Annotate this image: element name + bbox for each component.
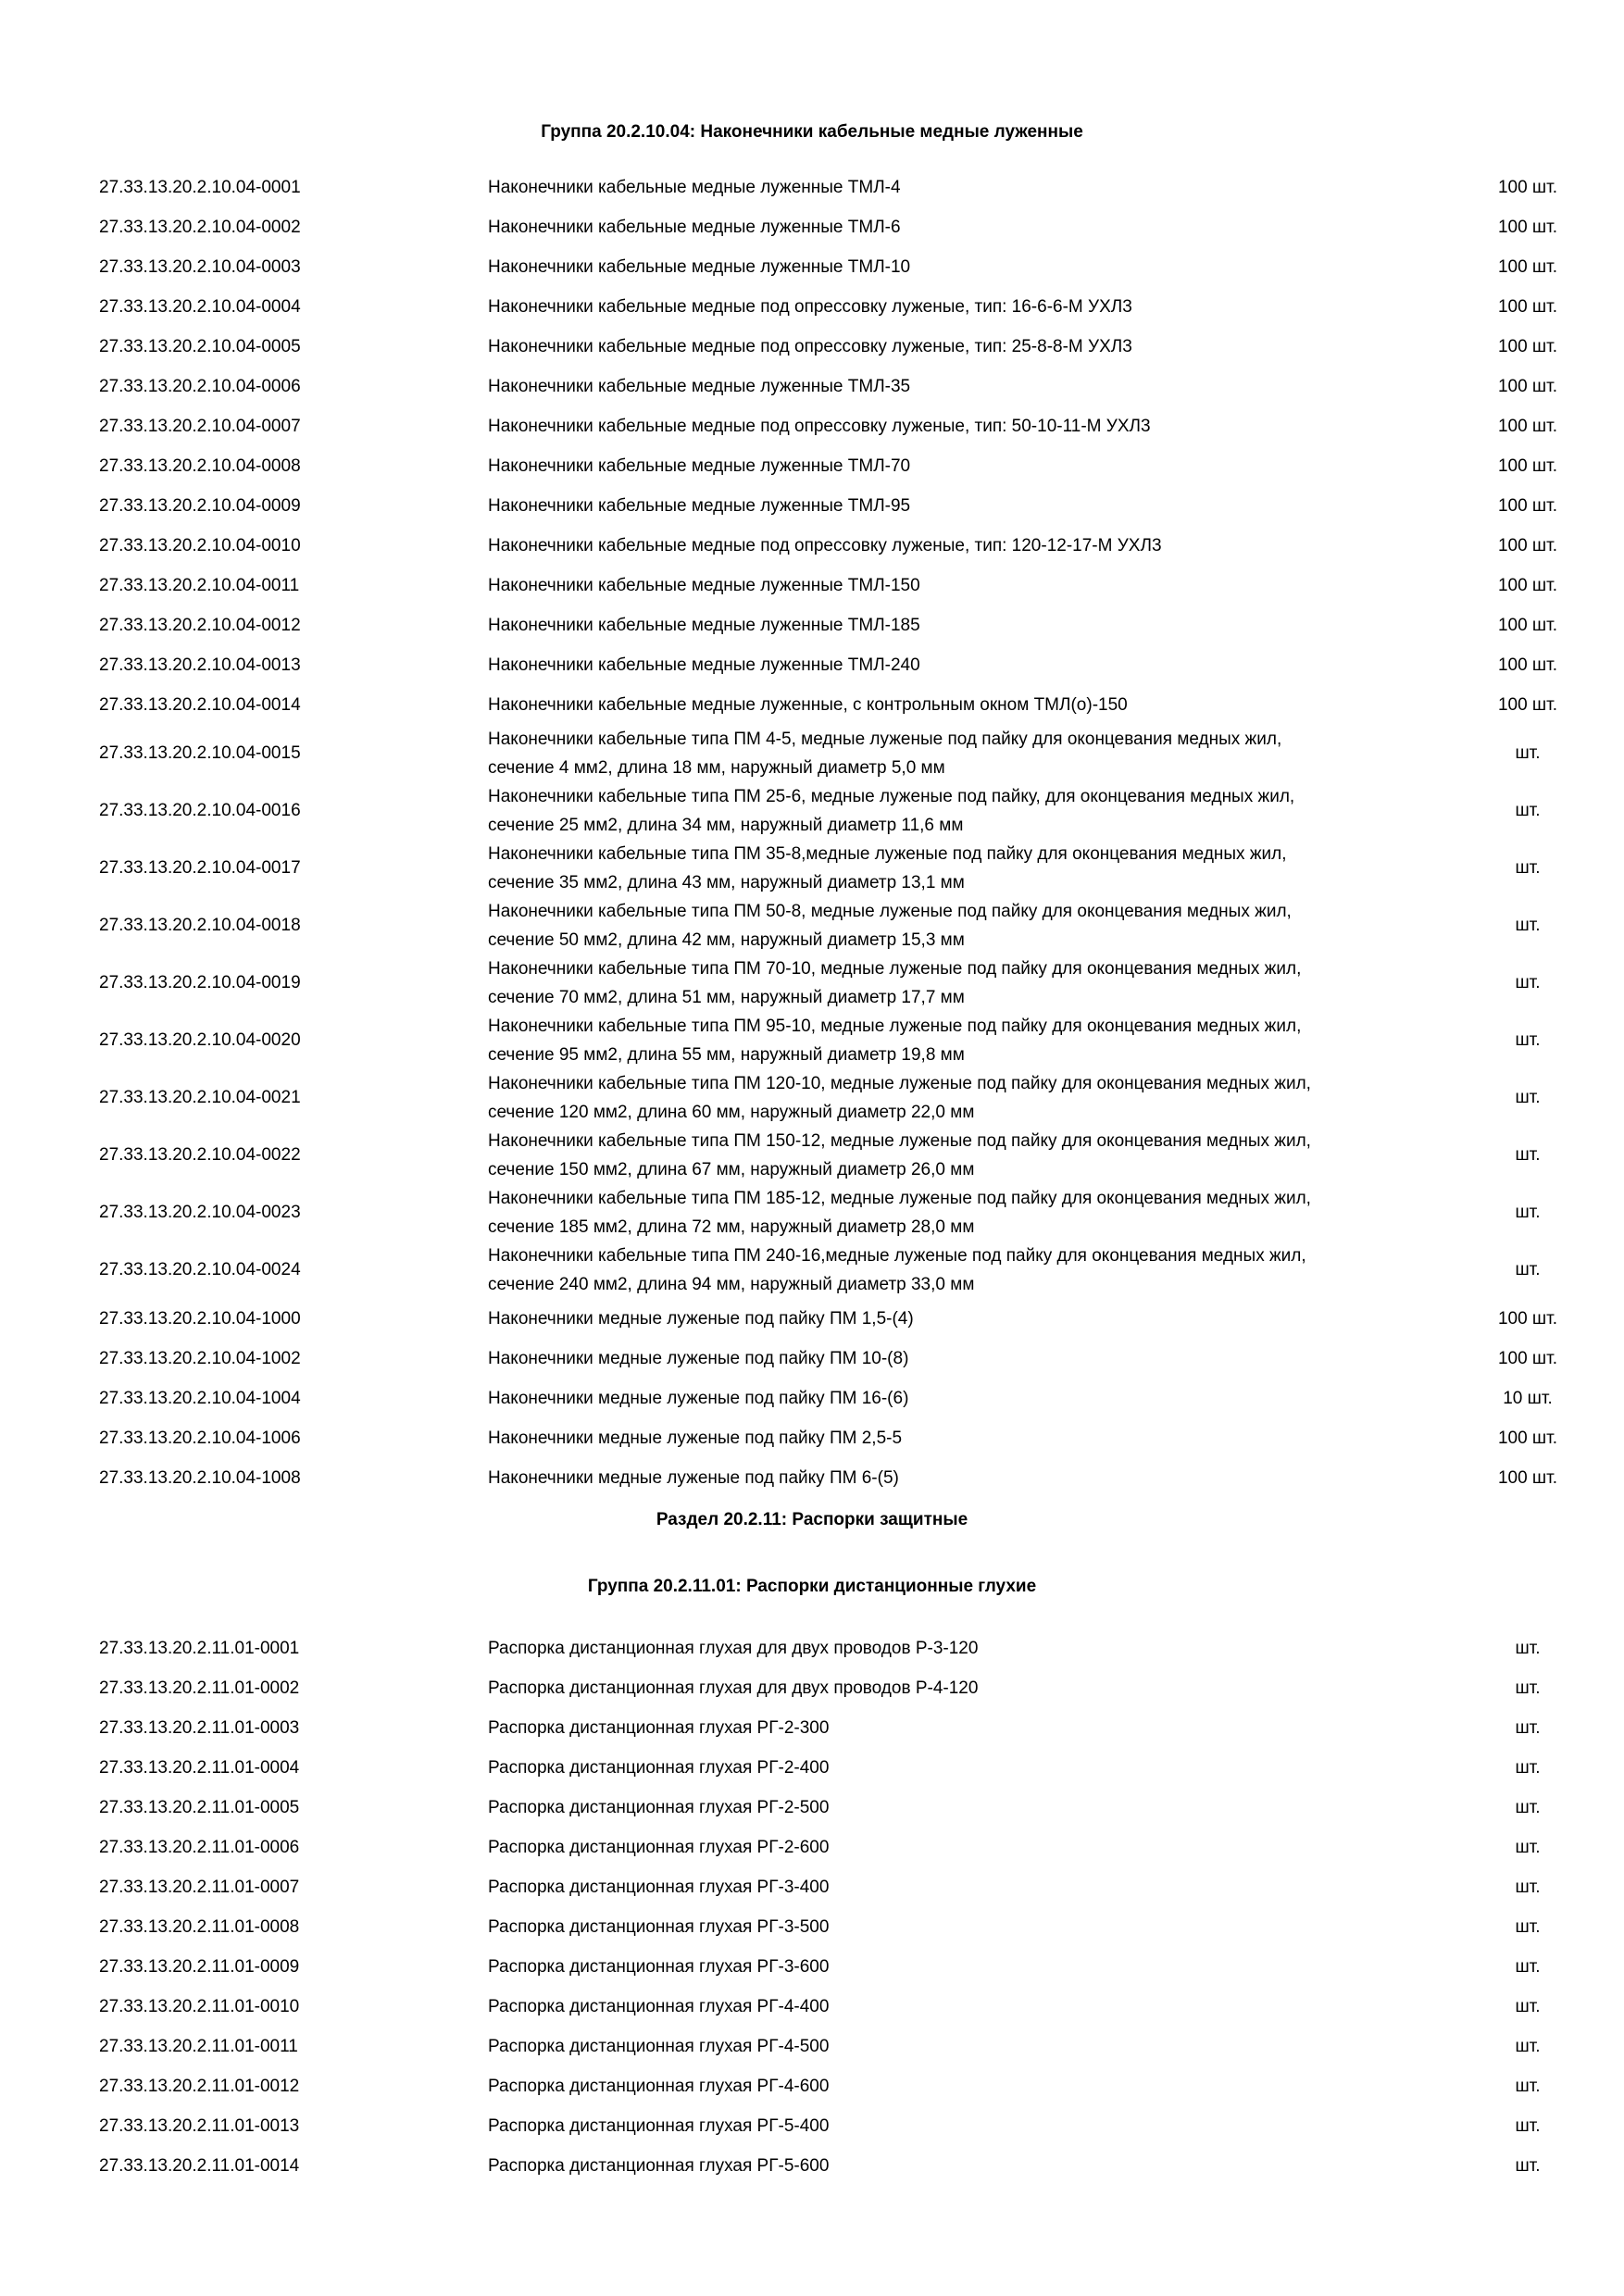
item-code: 27.33.13.20.2.10.04-0004 (99, 296, 301, 317)
item-code: 27.33.13.20.2.11.01-0002 (99, 1678, 300, 1698)
item-unit: 100 шт. (1497, 296, 1558, 317)
item-unit: 100 шт. (1497, 655, 1558, 675)
item-description (488, 1424, 1451, 1453)
item-description (488, 173, 1451, 202)
item-description (488, 1913, 1451, 1941)
item-description (488, 2112, 1451, 2140)
item-description-line: Наконечники кабельные типа ПМ 95-10, медные луженые под пайку для оконцевания медных жил, (488, 1017, 1302, 1036)
item-description (488, 1833, 1451, 1862)
table-row (0, 840, 1624, 897)
item-description (488, 293, 1451, 321)
item-description-line: Наконечники медные луженые под пайку ПМ 1,5-(4) (488, 1309, 914, 1329)
item-description-line: Распорка дистанционная глухая РГ-2-400 (488, 1758, 830, 1778)
item-description (488, 782, 1451, 840)
item-unit: 100 шт. (1497, 177, 1558, 197)
item-description-line: Наконечники кабельные медные луженные ТМЛ-4 (488, 178, 901, 197)
table-row (0, 2027, 1624, 2066)
table-row (0, 685, 1624, 725)
item-unit: шт. (1515, 1916, 1541, 1937)
table-row (0, 1184, 1624, 1242)
item-description (488, 1127, 1451, 1184)
item-code: 27.33.13.20.2.10.04-0011 (99, 575, 300, 595)
table-row (0, 2146, 1624, 2186)
item-description-line: Распорка дистанционная глухая для двух проводов Р-4-120 (488, 1678, 979, 1698)
item-unit: 100 шт. (1497, 455, 1558, 476)
item-code: 27.33.13.20.2.10.04-1008 (99, 1467, 301, 1488)
item-unit: 100 шт. (1497, 416, 1558, 436)
item-code: 27.33.13.20.2.10.04-0014 (99, 694, 301, 715)
table-row (0, 1012, 1624, 1069)
table-row (0, 486, 1624, 526)
item-unit: 100 шт. (1497, 1348, 1558, 1368)
item-code: 27.33.13.20.2.10.04-0024 (99, 1260, 301, 1279)
item-description-line: Наконечники кабельные типа ПМ 4-5, медные луженые под пайку для оконцевания медных жил, (488, 730, 1282, 749)
table-row (0, 605, 1624, 645)
item-unit: шт. (1515, 1678, 1541, 1698)
item-description-line: сечение 120 мм2, длина 60 мм, наружный диаметр 22,0 мм (488, 1103, 975, 1122)
item-description-line: Наконечники кабельные типа ПМ 150-12, медные луженые под пайку для оконцевания медных жил, (488, 1131, 1311, 1151)
item-unit: 100 шт. (1497, 1467, 1558, 1488)
table-row (0, 1069, 1624, 1127)
item-code: 27.33.13.20.2.10.04-0002 (99, 217, 301, 237)
item-code: 27.33.13.20.2.10.04-0009 (99, 495, 301, 516)
item-description-line: Наконечники кабельные медные под опрессовку луженые, тип: 120-12-17-М УХЛ3 (488, 536, 1162, 555)
item-description (488, 492, 1451, 520)
item-unit: шт. (1515, 1956, 1541, 1977)
table-row (0, 1339, 1624, 1379)
table-row (0, 2066, 1624, 2106)
item-description (488, 1714, 1451, 1742)
item-description (488, 1344, 1451, 1373)
item-description-line: Наконечники кабельные типа ПМ 70-10, медные луженые под пайку для оконцевания медных жил, (488, 959, 1302, 979)
table-row (0, 247, 1624, 287)
item-description-line: Наконечники кабельные медные луженные ТМЛ-150 (488, 576, 920, 595)
table-row (0, 1907, 1624, 1947)
table-row (0, 287, 1624, 327)
item-unit: 100 шт. (1497, 1308, 1558, 1329)
item-description (488, 531, 1451, 560)
item-unit: 100 шт. (1497, 256, 1558, 277)
item-description (488, 1012, 1451, 1069)
item-code: 27.33.13.20.2.10.04-0008 (99, 455, 301, 476)
item-description-line: Наконечники кабельные типа ПМ 50-8, медные луженые под пайку для оконцевания медных жил, (488, 902, 1292, 921)
item-code: 27.33.13.20.2.10.04-0007 (99, 416, 301, 436)
item-code: 27.33.13.20.2.10.04-0018 (99, 916, 301, 935)
item-code: 27.33.13.20.2.11.01-0014 (99, 2155, 300, 2176)
table-row (0, 1748, 1624, 1788)
item-description (488, 1184, 1451, 1242)
item-description (488, 372, 1451, 401)
item-description-line: Наконечники кабельные типа ПМ 240-16,медные луженые под пайку для оконцевания медных жил, (488, 1246, 1306, 1266)
item-code: 27.33.13.20.2.11.01-0010 (99, 1996, 300, 2016)
item-unit: шт. (1515, 973, 1541, 992)
item-description (488, 1753, 1451, 1782)
item-description (488, 1634, 1451, 1663)
item-unit: 100 шт. (1497, 535, 1558, 555)
table-row (0, 327, 1624, 367)
table-row (0, 1668, 1624, 1708)
item-description (488, 213, 1451, 242)
item-description-line: сечение 70 мм2, длина 51 мм, наружный диаметр 17,7 мм (488, 988, 965, 1007)
item-description-line: Наконечники кабельные медные луженные ТМЛ-35 (488, 377, 911, 396)
table-row (0, 1299, 1624, 1339)
item-description-line: сечение 150 мм2, длина 67 мм, наружный диаметр 26,0 мм (488, 1160, 975, 1179)
item-unit: шт. (1515, 1260, 1541, 1279)
item-unit: 10 шт. (1503, 1388, 1553, 1408)
item-description (488, 840, 1451, 897)
item-unit: шт. (1515, 858, 1541, 878)
table-row (0, 207, 1624, 247)
group-title-20-2-10-04: Группа 20.2.10.04: Наконечники кабельные медные луженные (541, 122, 1083, 142)
item-description-line: сечение 4 мм2, длина 18 мм, наружный диаметр 5,0 мм (488, 758, 945, 778)
item-unit: 100 шт. (1497, 1428, 1558, 1448)
item-description-line: Распорка дистанционная глухая РГ-2-500 (488, 1798, 830, 1817)
item-description-line: Распорка дистанционная глухая РГ-3-500 (488, 1917, 830, 1937)
item-description-line: Наконечники кабельные медные луженные, с контрольным окном ТМЛ(о)-150 (488, 695, 1128, 715)
table-row (0, 1708, 1624, 1748)
item-description (488, 1953, 1451, 1981)
item-code: 27.33.13.20.2.10.04-0017 (99, 858, 301, 878)
item-unit: шт. (1515, 1996, 1541, 2016)
item-description-line: Распорка дистанционная глухая РГ-4-400 (488, 1997, 830, 2016)
item-description (488, 725, 1451, 782)
section-title-20-2-11: Раздел 20.2.11: Распорки защитные (656, 1510, 968, 1529)
table-row (0, 168, 1624, 207)
item-description (488, 1304, 1451, 1333)
item-unit: шт. (1515, 1797, 1541, 1817)
item-unit: шт. (1515, 743, 1541, 763)
item-description-line: Наконечники кабельные типа ПМ 25-6, медные луженые под пайку, для оконцевания медных жил, (488, 787, 1295, 806)
item-description (488, 1242, 1451, 1299)
item-description-line: сечение 35 мм2, длина 43 мм, наружный диаметр 13,1 мм (488, 873, 965, 892)
table-row (0, 1987, 1624, 2027)
item-unit: 100 шт. (1497, 615, 1558, 635)
table-row (0, 406, 1624, 446)
item-code: 27.33.13.20.2.10.04-0012 (99, 615, 301, 635)
item-description-line: Наконечники медные луженые под пайку ПМ 16-(6) (488, 1389, 909, 1408)
item-description-line: сечение 185 мм2, длина 72 мм, наружный диаметр 28,0 мм (488, 1217, 975, 1237)
item-code: 27.33.13.20.2.11.01-0011 (99, 2036, 298, 2056)
item-code: 27.33.13.20.2.10.04-0022 (99, 1145, 301, 1165)
item-code: 27.33.13.20.2.10.04-0019 (99, 973, 301, 992)
item-code: 27.33.13.20.2.10.04-0021 (99, 1088, 301, 1107)
item-description-line: Распорка дистанционная глухая РГ-4-500 (488, 2037, 830, 2056)
item-description (488, 1674, 1451, 1703)
item-code: 27.33.13.20.2.10.04-0016 (99, 801, 301, 820)
item-description (488, 955, 1451, 1012)
item-description-line: Наконечники кабельные медные под опрессовку луженые, тип: 25-8-8-М УХЛ3 (488, 337, 1132, 356)
item-code: 27.33.13.20.2.10.04-0003 (99, 256, 301, 277)
item-code: 27.33.13.20.2.11.01-0013 (99, 2115, 300, 2136)
item-code: 27.33.13.20.2.11.01-0003 (99, 1717, 300, 1738)
table-row (0, 1947, 1624, 1987)
table-row (0, 2106, 1624, 2146)
item-unit: 100 шт. (1497, 217, 1558, 237)
table-row (0, 897, 1624, 955)
table-row (0, 1379, 1624, 1418)
table-row (0, 955, 1624, 1012)
item-description (488, 253, 1451, 281)
item-code: 27.33.13.20.2.10.04-0023 (99, 1203, 301, 1222)
item-description-line: сечение 25 мм2, длина 34 мм, наружный диаметр 11,6 мм (488, 816, 964, 835)
item-code: 27.33.13.20.2.11.01-0007 (99, 1877, 300, 1897)
item-code: 27.33.13.20.2.10.04-1006 (99, 1428, 301, 1448)
item-code: 27.33.13.20.2.10.04-0006 (99, 376, 301, 396)
item-description (488, 2072, 1451, 2101)
item-code: 27.33.13.20.2.10.04-0015 (99, 743, 301, 763)
item-code: 27.33.13.20.2.10.04-0010 (99, 535, 301, 555)
item-code: 27.33.13.20.2.10.04-0020 (99, 1030, 301, 1050)
item-unit: шт. (1515, 1145, 1541, 1165)
table-row (0, 645, 1624, 685)
item-code: 27.33.13.20.2.11.01-0001 (99, 1638, 300, 1658)
item-code: 27.33.13.20.2.11.01-0004 (99, 1757, 300, 1778)
item-description (488, 1464, 1451, 1492)
item-unit: шт. (1515, 2076, 1541, 2096)
item-description-line: Наконечники кабельные медные луженные ТМЛ-6 (488, 218, 901, 237)
item-description-line: сечение 50 мм2, длина 42 мм, наружный диаметр 15,3 мм (488, 930, 965, 950)
item-description-line: Наконечники медные луженые под пайку ПМ 10-(8) (488, 1349, 909, 1368)
item-unit: шт. (1515, 1088, 1541, 1107)
item-unit: шт. (1515, 916, 1541, 935)
item-description-line: Наконечники кабельные медные луженные ТМЛ-95 (488, 496, 911, 516)
table-row (0, 1127, 1624, 1184)
item-unit: шт. (1515, 2155, 1541, 2176)
item-unit: шт. (1515, 1030, 1541, 1050)
item-description (488, 2032, 1451, 2061)
table-row (0, 566, 1624, 605)
item-unit: шт. (1515, 1837, 1541, 1857)
item-unit: шт. (1515, 801, 1541, 820)
item-description-line: сечение 240 мм2, длина 94 мм, наружный диаметр 33,0 мм (488, 1275, 975, 1294)
table-row (0, 446, 1624, 486)
item-unit: 100 шт. (1497, 495, 1558, 516)
item-unit: 100 шт. (1497, 575, 1558, 595)
item-unit: шт. (1515, 2115, 1541, 2136)
table-row (0, 1828, 1624, 1867)
item-description-line: Распорка дистанционная глухая РГ-5-400 (488, 2116, 830, 2136)
item-code: 27.33.13.20.2.11.01-0012 (99, 2076, 300, 2096)
item-code: 27.33.13.20.2.10.04-0001 (99, 177, 301, 197)
item-description-line: сечение 95 мм2, длина 55 мм, наружный диаметр 19,8 мм (488, 1045, 965, 1065)
item-description-line: Наконечники кабельные медные луженные ТМЛ-185 (488, 616, 920, 635)
item-description-line: Распорка дистанционная глухая РГ-4-600 (488, 2077, 830, 2096)
item-description (488, 1069, 1451, 1127)
table-row (0, 1458, 1624, 1498)
item-description-line: Распорка дистанционная глухая РГ-2-300 (488, 1718, 830, 1738)
item-description-line: Распорка дистанционная глухая для двух проводов Р-3-120 (488, 1639, 979, 1658)
item-code: 27.33.13.20.2.10.04-1002 (99, 1348, 301, 1368)
item-description-line: Наконечники кабельные медные под опрессовку луженые, тип: 50-10-11-М УХЛ3 (488, 417, 1151, 436)
item-unit: шт. (1515, 1877, 1541, 1897)
item-unit: 100 шт. (1497, 694, 1558, 715)
item-description-line: Наконечники кабельные типа ПМ 185-12, медные луженые под пайку для оконцевания медных жил, (488, 1189, 1311, 1208)
table-row (0, 526, 1624, 566)
item-unit: шт. (1515, 2036, 1541, 2056)
item-description (488, 1793, 1451, 1822)
group-title-20-2-11-01: Группа 20.2.11.01: Распорки дистанционные глухие (587, 1577, 1037, 1596)
item-description-line: Распорка дистанционная глухая РГ-5-600 (488, 2156, 830, 2176)
item-description-line: Наконечники медные луженые под пайку ПМ 6-(5) (488, 1468, 899, 1488)
table-row (0, 725, 1624, 782)
item-description-line: Распорка дистанционная глухая РГ-3-400 (488, 1878, 830, 1897)
item-description-line: Наконечники кабельные медные луженные ТМЛ-70 (488, 456, 911, 476)
item-description (488, 1992, 1451, 2021)
item-description (488, 1873, 1451, 1902)
item-description-line: Наконечники кабельные медные луженные ТМЛ-10 (488, 257, 911, 277)
table-row (0, 1628, 1624, 1668)
item-code: 27.33.13.20.2.11.01-0009 (99, 1956, 300, 1977)
item-unit: шт. (1515, 1203, 1541, 1222)
item-code: 27.33.13.20.2.10.04-0013 (99, 655, 301, 675)
table-row (0, 782, 1624, 840)
item-description (488, 611, 1451, 640)
item-unit: шт. (1515, 1757, 1541, 1778)
item-description-line: Наконечники медные луженые под пайку ПМ 2,5-5 (488, 1429, 903, 1448)
item-description-line: Наконечники кабельные медные луженные ТМЛ-240 (488, 655, 920, 675)
item-description (488, 452, 1451, 480)
item-code: 27.33.13.20.2.10.04-1000 (99, 1308, 301, 1329)
item-description (488, 571, 1451, 600)
item-description (488, 691, 1451, 719)
table-row (0, 1242, 1624, 1299)
item-description-line: Наконечники кабельные типа ПМ 35-8,медные луженые под пайку для оконцевания медных жил, (488, 844, 1287, 864)
table-row (0, 367, 1624, 406)
item-code: 27.33.13.20.2.11.01-0005 (99, 1797, 300, 1817)
item-description (488, 1384, 1451, 1413)
item-description-line: Наконечники кабельные типа ПМ 120-10, медные луженые под пайку для оконцевания медных жил, (488, 1074, 1311, 1093)
item-unit: шт. (1515, 1717, 1541, 1738)
item-code: 27.33.13.20.2.11.01-0006 (99, 1837, 300, 1857)
table-row (0, 1788, 1624, 1828)
item-description-line: Наконечники кабельные медные под опрессовку луженые, тип: 16-6-6-М УХЛ3 (488, 297, 1132, 317)
table-row (0, 1867, 1624, 1907)
item-description (488, 332, 1451, 361)
item-description-line: Распорка дистанционная глухая РГ-3-600 (488, 1957, 830, 1977)
item-unit: 100 шт. (1497, 376, 1558, 396)
item-description (488, 897, 1451, 955)
item-description (488, 412, 1451, 441)
item-code: 27.33.13.20.2.11.01-0008 (99, 1916, 300, 1937)
item-unit: шт. (1515, 1638, 1541, 1658)
item-code: 27.33.13.20.2.10.04-1004 (99, 1388, 301, 1408)
item-description-line: Распорка дистанционная глухая РГ-2-600 (488, 1838, 830, 1857)
item-description (488, 651, 1451, 680)
item-description (488, 2152, 1451, 2180)
table-row (0, 1418, 1624, 1458)
item-unit: 100 шт. (1497, 336, 1558, 356)
item-code: 27.33.13.20.2.10.04-0005 (99, 336, 301, 356)
